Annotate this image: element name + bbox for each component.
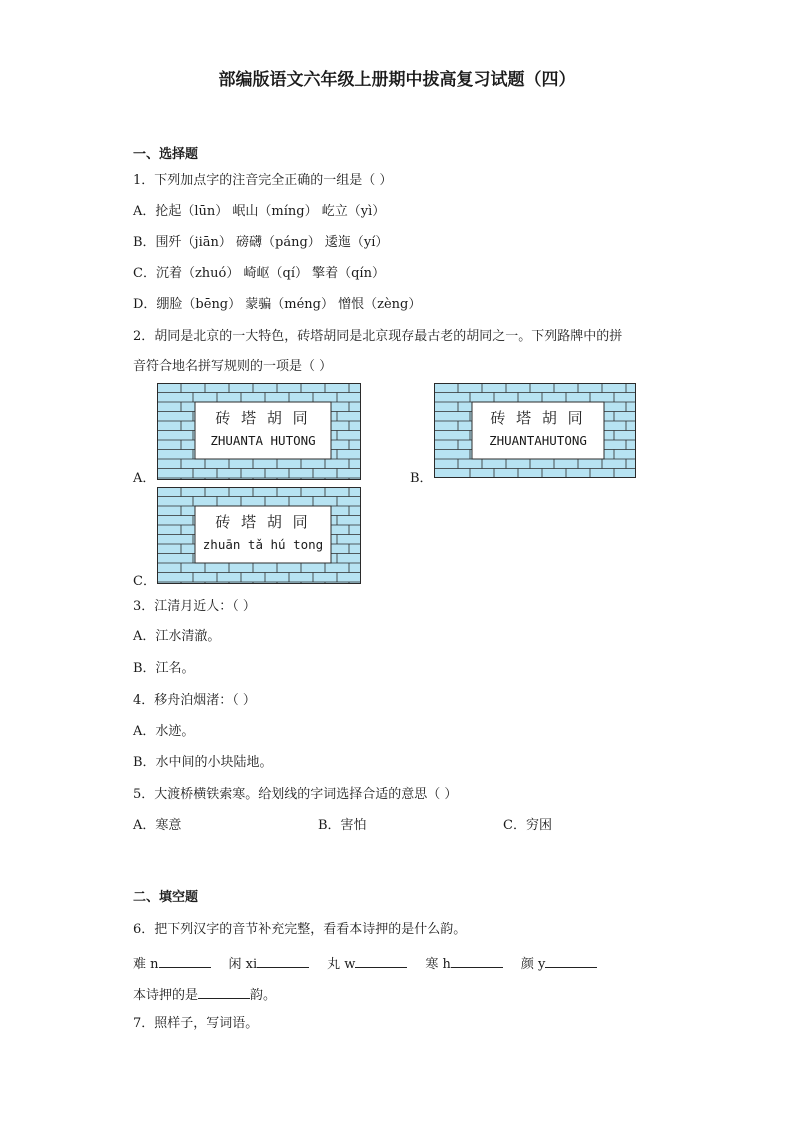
question-5-option-b: B．害怕 bbox=[318, 818, 367, 833]
question-1-option-a: A．抡起（lūn） 岷山（míng） 屹立（yì） bbox=[133, 204, 386, 219]
answer-blank[interactable] bbox=[355, 955, 407, 968]
sign-c-hanzi: 砖 塔 胡 同 bbox=[215, 513, 311, 531]
question-6-blanks-row bbox=[133, 955, 597, 971]
question-1-option-d: D．绷脸（bēng） 蒙骗（méng） 憎恨（zèng） bbox=[133, 297, 422, 312]
question-4-option-a: A．水迹。 bbox=[133, 724, 195, 739]
sign-b-hanzi: 砖 塔 胡 同 bbox=[490, 409, 586, 427]
street-sign-c bbox=[157, 487, 361, 584]
question-4-option-b: B．水中间的小块陆地。 bbox=[133, 755, 273, 770]
street-sign-b bbox=[434, 383, 636, 478]
section-heading-fill: 二、填空题 bbox=[133, 890, 199, 905]
sign-a-pinyin: ZHUANTA HUTONG bbox=[210, 433, 316, 448]
street-sign-a bbox=[157, 383, 361, 480]
question-7-stem: 7．照样子，写词语。 bbox=[133, 1016, 259, 1031]
question-6-item: 难 n bbox=[133, 957, 159, 972]
question-3-stem: 3．江清月近人：（ ） bbox=[133, 599, 256, 614]
question-6-item: 丸 w bbox=[327, 957, 356, 972]
question-1-option-c: C．沉着（zhuó） 崎岖（qí） 擎着（qín） bbox=[133, 266, 385, 281]
sign-a-hanzi: 砖 塔 胡 同 bbox=[215, 409, 311, 427]
question-5-stem: 5．大渡桥横铁索寒。给划线的字词选择合适的意思（ ） bbox=[133, 787, 458, 802]
question-3-option-b: B．江名。 bbox=[133, 661, 195, 676]
question-5-option-a: A．寒意 bbox=[133, 818, 182, 833]
brick-wall-b bbox=[434, 383, 636, 478]
option-label-b: B． bbox=[410, 471, 433, 486]
brick-wall-c bbox=[157, 487, 361, 584]
question-6-item: 颜 y bbox=[520, 957, 546, 972]
sign-c-pinyin: zhuān tǎ hú tong bbox=[202, 537, 324, 552]
answer-blank[interactable] bbox=[545, 955, 597, 968]
rhyme-prefix: 本诗押的是 bbox=[133, 988, 199, 1003]
rhyme-blank[interactable] bbox=[198, 986, 250, 999]
question-2-stem-line2: 音符合地名拼写规则的一项是（ ） bbox=[133, 359, 333, 374]
rhyme-suffix: 韵。 bbox=[250, 988, 277, 1003]
question-3-option-a: A．江水清澈。 bbox=[133, 629, 221, 644]
section-heading-choice: 一、选择题 bbox=[133, 147, 199, 162]
answer-blank[interactable] bbox=[451, 955, 503, 968]
question-6-item: 闲 xi bbox=[228, 957, 258, 972]
question-5-option-c: C．穷困 bbox=[503, 818, 552, 833]
question-6-item: 寒 h bbox=[425, 957, 451, 972]
answer-blank[interactable] bbox=[159, 955, 211, 968]
question-4-stem: 4．移舟泊烟渚：（ ） bbox=[133, 693, 256, 708]
question-6-rhyme-line bbox=[133, 986, 276, 1002]
question-1-stem: 1．下列加点字的注音完全正确的一组是（ ） bbox=[133, 173, 393, 188]
option-label-c: C． bbox=[133, 574, 156, 589]
question-2-stem-line1: 2．胡同是北京的一大特色，砖塔胡同是北京现存最古老的胡同之一。下列路牌中的拼 bbox=[133, 329, 623, 344]
sign-b-pinyin: ZHUANTAHUTONG bbox=[489, 433, 587, 448]
question-6-stem: 6．把下列汉字的音节补充完整，看看本诗押的是什么韵。 bbox=[133, 922, 467, 937]
option-label-a: A． bbox=[133, 471, 156, 486]
brick-wall-a bbox=[157, 383, 361, 480]
page-title: 部编版语文六年级上册期中拔高复习试题（四） bbox=[218, 70, 576, 90]
answer-blank[interactable] bbox=[257, 955, 309, 968]
question-1-option-b: B．围歼（jiān） 磅礴（páng） 逶迤（yí） bbox=[133, 235, 389, 250]
